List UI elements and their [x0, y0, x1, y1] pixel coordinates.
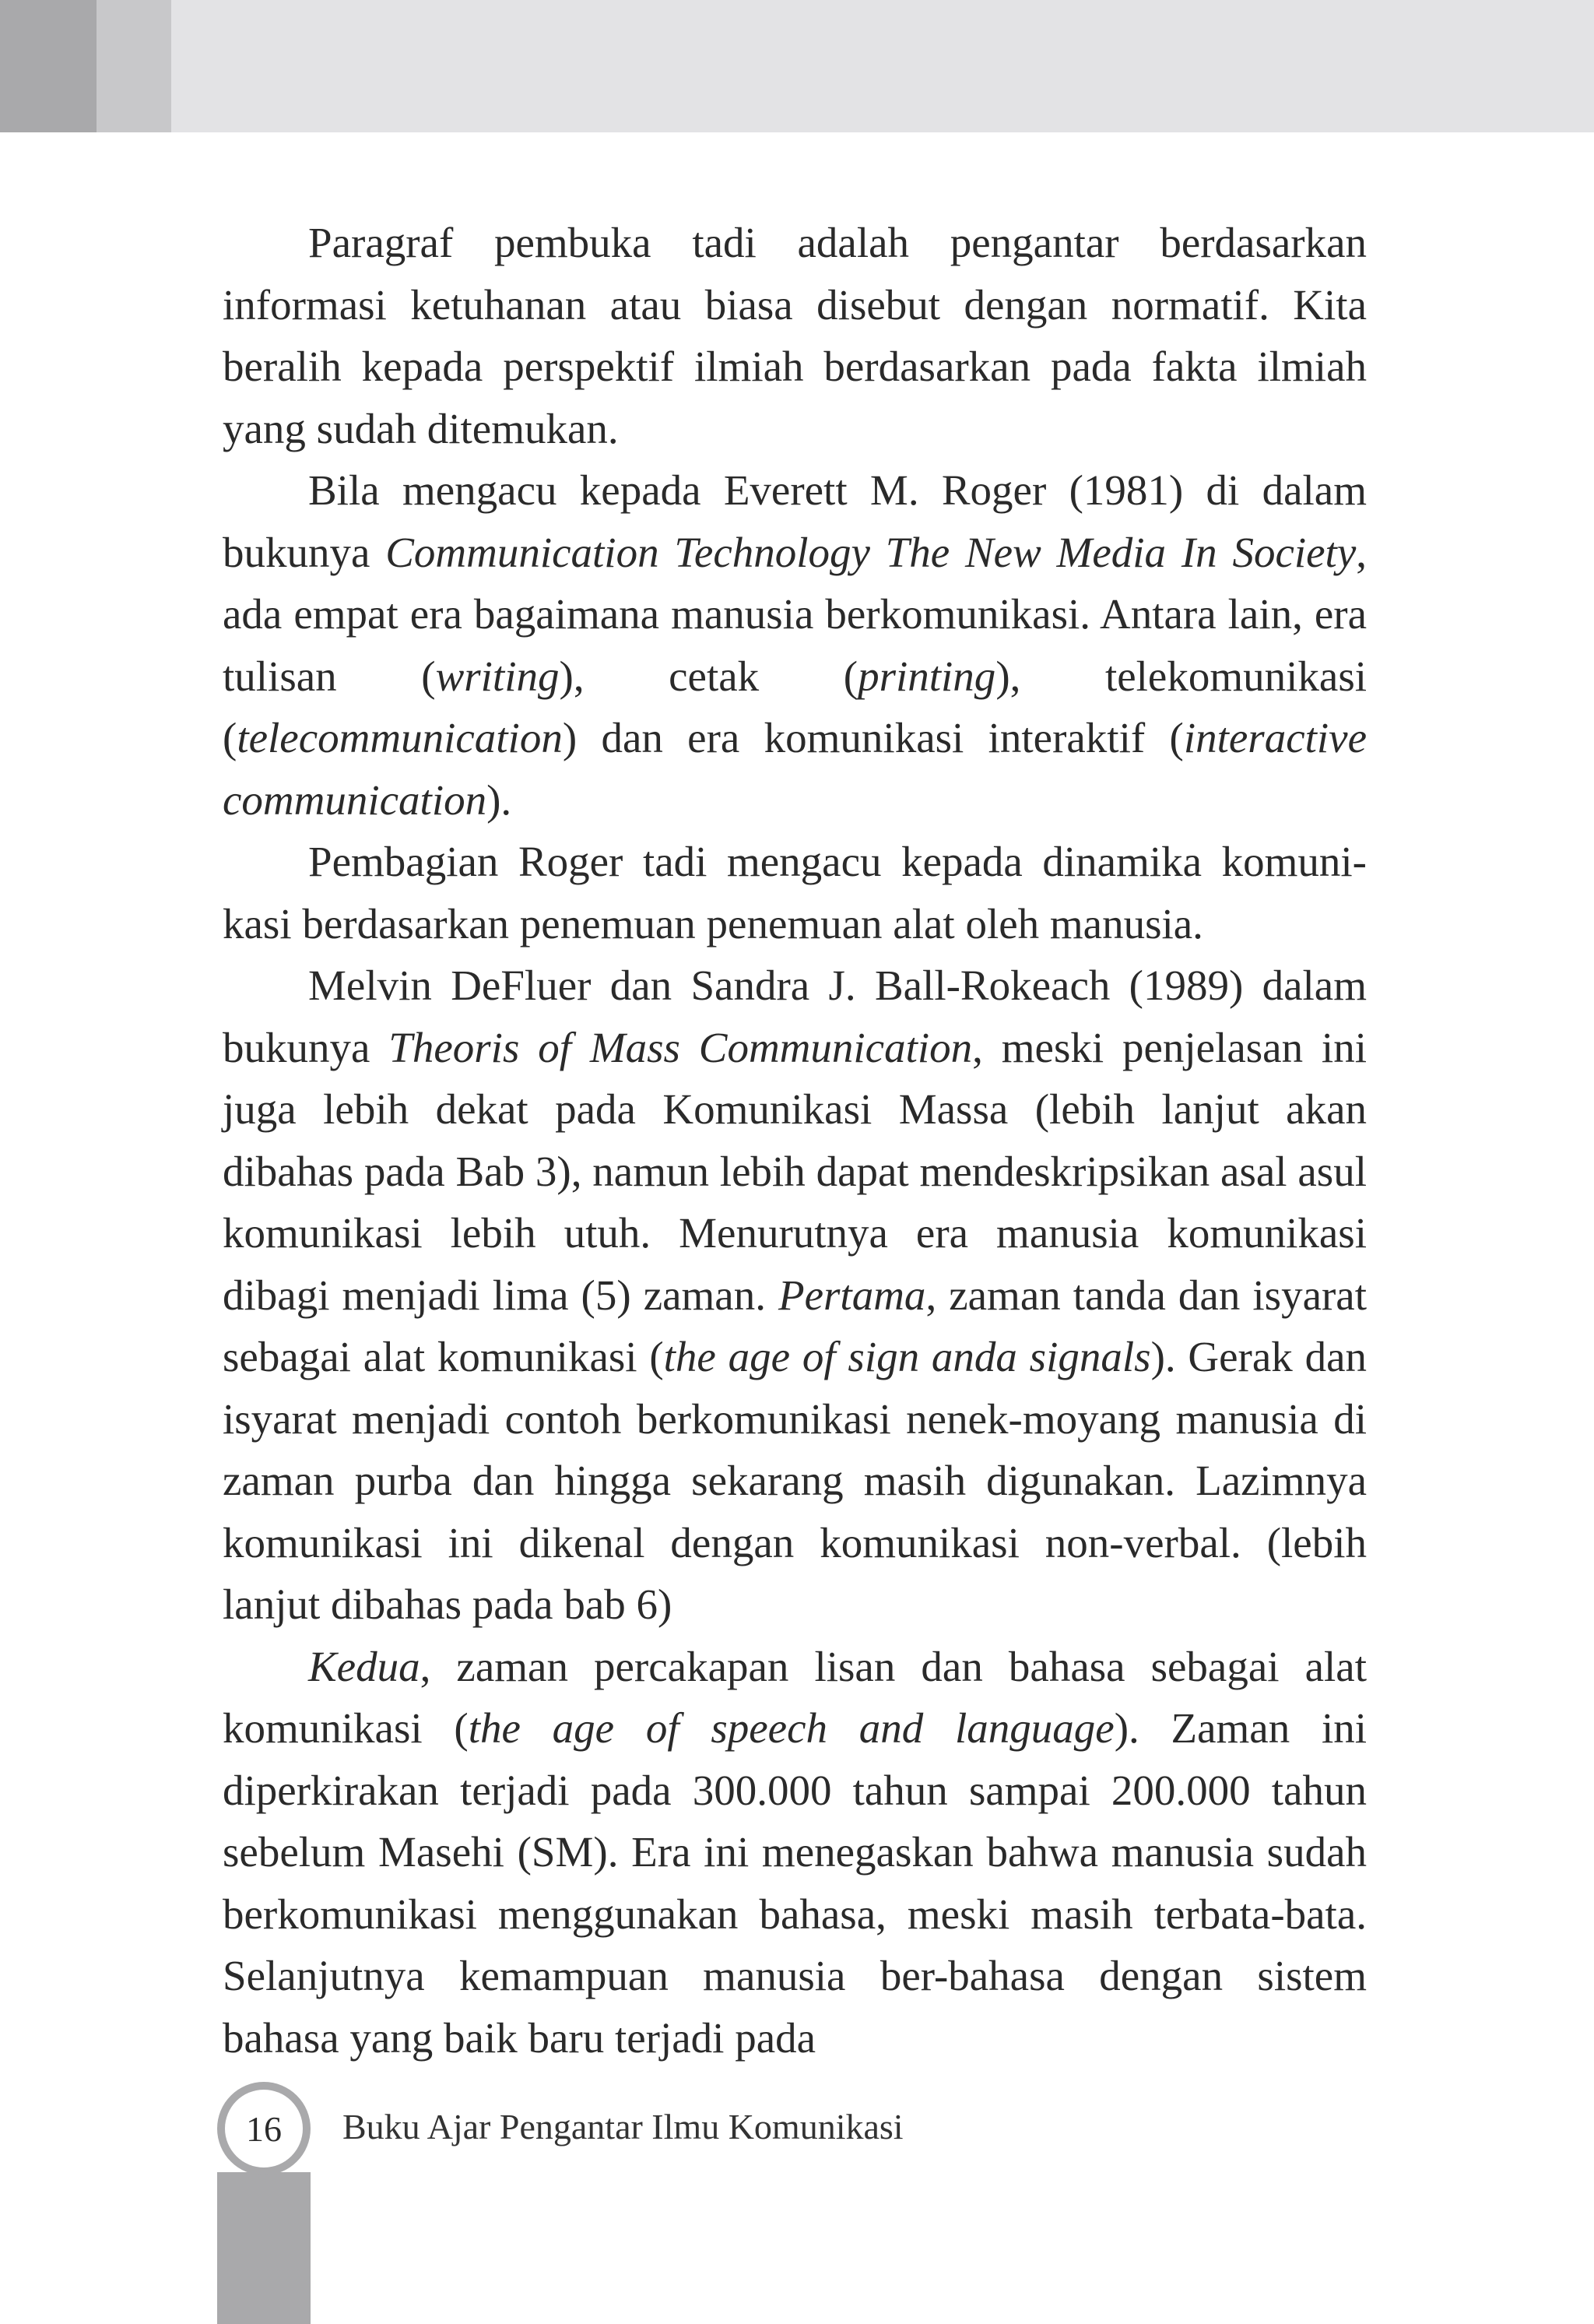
text-run: Bila mengacu kepada Everett M. Roger (1981) di dalam bukunya — [223, 466, 1367, 576]
italic-run: Communication Technology The New Media In Society — [385, 528, 1357, 576]
text-run: ) dan era komunikasi interaktif ( — [562, 714, 1184, 761]
text-run: , zaman tanda dan isyarat sebagai alat komunikasi ( — [223, 1271, 1367, 1380]
italic-run: the age of sign anda signals — [663, 1333, 1151, 1380]
text-run: Paragraf pembuka tadi adalah pengantar berdasarkan informasi ketuhanan atau biasa disebut dengan normatif. Kita beralih kepada perspektif ilmiah berdasarkan pada fakta ilmiah yang sudah ditemukan. — [223, 219, 1367, 452]
paragraph-4 — [223, 955, 1367, 1636]
italic-run: interactive communication — [223, 714, 1367, 824]
body-text — [223, 212, 1367, 2069]
text-run: , zaman percakapan lisan dan bahasa sebagai alat komunikasi ( — [223, 1642, 1367, 1752]
italic-run: Theoris of Mass Communication — [388, 1023, 973, 1071]
text-run: , ada empat era bagaimana manusia berkomunikasi. Antara lain, era tulisan ( — [223, 528, 1367, 700]
text-run: ). Gerak dan isyarat menjadi contoh berkomunikasi nenek-moyang manusia di zaman purba dan hingga sekarang masih digunakan. Lazimnya komunikasi ini dikenal dengan komunikasi non-verbal. (lebih lanjut dibahas pada bab 6) — [223, 1333, 1367, 1628]
text-run: Melvin DeFluer dan Sandra J. Ball-Rokeach (1989) dalam bukunya — [223, 962, 1367, 1071]
header-tab-dark — [0, 0, 97, 132]
italic-run: Pertama — [778, 1271, 926, 1319]
header-band — [0, 0, 1594, 132]
text-run: Pembagian Roger tadi mengacu kepada dinamika komuni-kasi berdasarkan penemuan penemuan alat oleh manusia. — [223, 838, 1367, 948]
italic-run: telecommunication — [237, 714, 563, 761]
text-run: ), telekomunikasi ( — [223, 652, 1367, 761]
paragraph-5 — [223, 1636, 1367, 2069]
book-title: Buku Ajar Pengantar Ilmu Komunikasi — [342, 2107, 904, 2146]
text-run: ), cetak ( — [559, 652, 858, 700]
text-run: ). Zaman ini diperkirakan terjadi pada 300.000 tahun sampai 200.000 tahun sebelum Masehi (SM). Era ini menegaskan bahwa manusia sudah berkomunikasi menggunakan bahasa, meski masih terbata-bata. Selanjutnya kemampuan manusia ber-bahasa dengan sistem bahasa yang baik baru terjadi pada — [223, 1704, 1368, 2062]
page-number: 16 — [225, 2090, 303, 2168]
italic-run: printing — [858, 652, 996, 700]
italic-run: writing — [435, 652, 560, 700]
text-run: ). — [486, 775, 512, 824]
header-tab-mid — [97, 0, 171, 132]
paragraph-1 — [223, 212, 1367, 459]
italic-run: the age of speech and language — [468, 1704, 1115, 1752]
paragraph-2 — [223, 459, 1367, 831]
page-number-badge — [217, 2082, 311, 2175]
text-run: , meski penjelasan ini juga lebih dekat pada Komunikasi Massa (lebih lanjut akan dibahas pada Bab 3), namun lebih dapat mendeskripsikan asal asul komunikasi lebih utuh. Menurutnya era manusia komunikasi dibagi menjadi lima (5) zaman. — [223, 1023, 1367, 1319]
italic-run: Kedua — [308, 1642, 420, 1690]
footer-bar — [217, 2172, 311, 2324]
paragraph-3 — [223, 831, 1367, 955]
